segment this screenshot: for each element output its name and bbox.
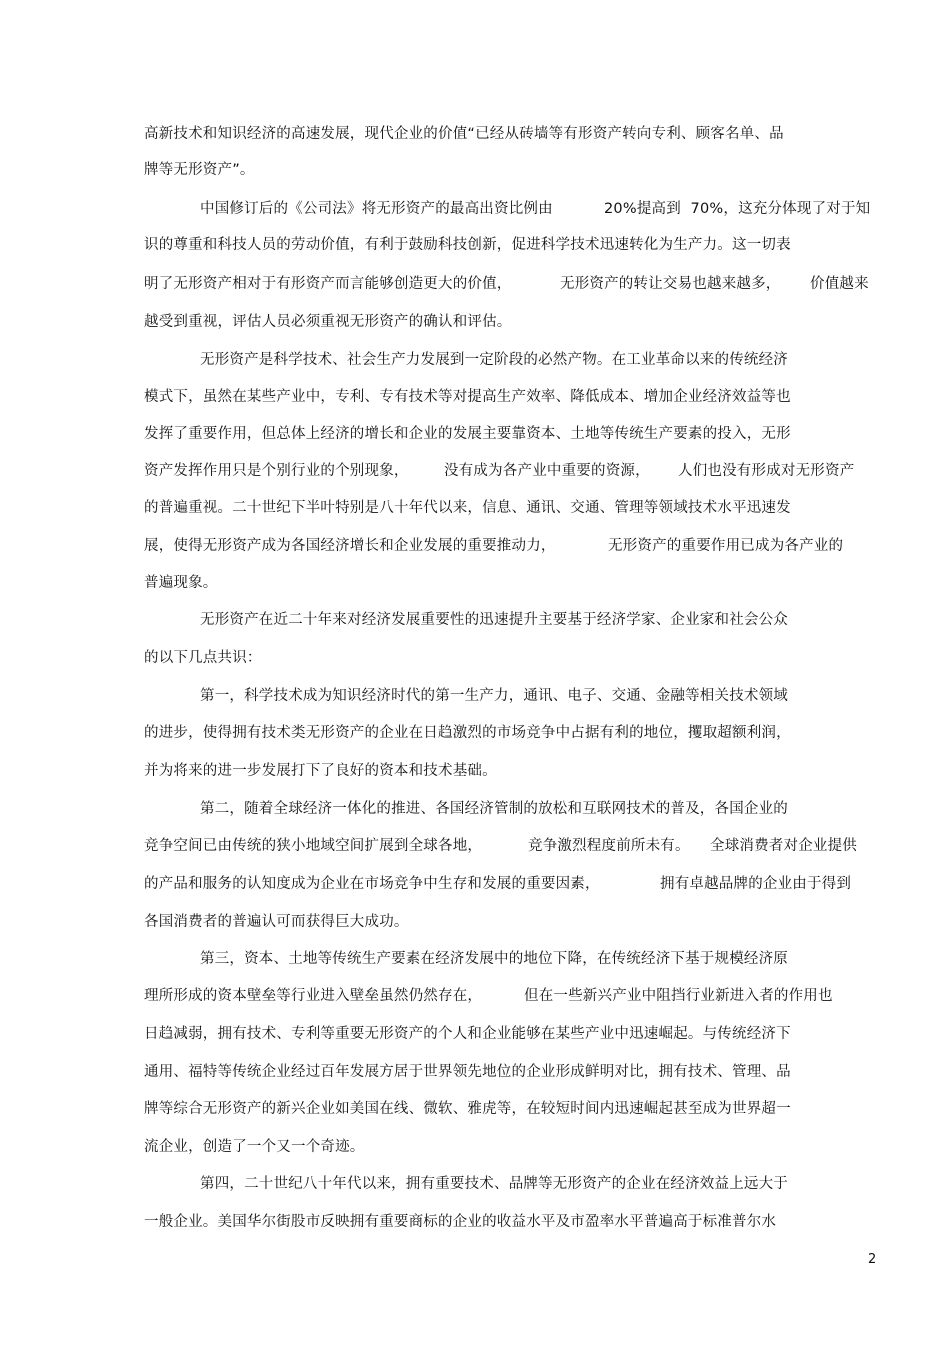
text-line: 发挥了重要作用，但总体上经济的增长和企业的发展主要靠资本、土地等传统生产要素的投入，无形 xyxy=(144,426,791,442)
text-line: 日趋减弱，拥有技术、专利等重要无形资产的个人和企业能够在某些产业中迅速崛起。与传统经济下 xyxy=(144,1026,791,1042)
text-line: 无形资产在近二十年来对经济发展重要性的迅速提升主要基于经济学家、企业家和社会公众 xyxy=(200,612,788,628)
text-line: 竞争空间已由传统的狭小地域空间扩展到全球各地， xyxy=(144,838,483,854)
text-line: 但在一些新兴产业中阻挡行业新进入者的作用也 xyxy=(524,988,833,1004)
text-line: 第二，随着全球经济一体化的推进、各国经济管制的放松和互联网技术的普及，各国企业的 xyxy=(200,801,788,817)
text-line: 中国修订后的《公司法》将无形资产的最高出资比例由 xyxy=(200,201,553,217)
text-line: 无形资产的重要作用已成为各产业的 xyxy=(608,538,844,554)
text-line: 牌等无形资产”。 xyxy=(144,162,255,178)
text-line: 高新技术和知识经济的高速发展，现代企业的价值“已经从砖墙等有形资产转向专利、顾客名单、品 xyxy=(144,126,784,142)
text-line: 各国消费者的普遍认可而获得巨大成功。 xyxy=(144,914,409,930)
text-line: 的普遍重视。二十世纪下半叶特别是八十年代以来，信息、通讯、交通、管理等领域技术水平迅速发 xyxy=(144,500,791,516)
text-line: 通用、福特等传统企业经过百年发展方居于世界领先地位的企业形成鲜明对比，拥有技术、管理、品 xyxy=(144,1064,791,1080)
text-line: 第一，科学技术成为知识经济时代的第一生产力，通讯、电子、交通、金融等相关技术领域 xyxy=(200,688,788,704)
text-line: 展，使得无形资产成为各国经济增长和企业发展的重要推动力， xyxy=(144,538,556,554)
text-line: 并为将来的进一步发展打下了良好的资本和技术基础。 xyxy=(144,763,497,779)
text-line: 的产品和服务的认知度成为企业在市场竞争中生存和发展的重要因素， xyxy=(144,876,600,892)
text-line: 牌等综合无形资产的新兴企业如美国在线、微软、雅虎等，在较短时间内迅速崛起甚至成为世界超一 xyxy=(144,1101,791,1117)
text-line: 明了无形资产相对于有形资产而言能够创造更大的价值， xyxy=(144,276,512,292)
text-line: 拥有卓越品牌的企业由于得到 xyxy=(660,876,852,892)
text-line: 模式下，虽然在某些产业中，专利、专有技术等对提高生产效率、降低成本、增加企业经济效益等也 xyxy=(144,389,791,405)
text-line: 资产发挥作用只是个别行业的个别现象， xyxy=(144,463,409,479)
text-line: 人们也没有形成对无形资产 xyxy=(678,463,855,479)
text-line: 没有成为各产业中重要的资源， xyxy=(444,463,650,479)
text-line: 全球消费者对企业提供 xyxy=(710,838,857,854)
text-line: 的进步，使得拥有技术类无形资产的企业在日趋激烈的市场竞争中占据有利的地位，攫取超额利润， xyxy=(144,725,791,741)
text-line: 第三，资本、土地等传统生产要素在经济发展中的地位下降，在传统经济下基于规模经济原 xyxy=(200,951,788,967)
text-line: 的以下几点共识： xyxy=(144,650,262,666)
text-line: 流企业，创造了一个又一个奇迹。 xyxy=(144,1139,365,1155)
text-line: 越受到重视，评估人员必须重视无形资产的确认和评估。 xyxy=(144,314,512,330)
page-number: 2 xyxy=(868,1252,877,1267)
text-line: 20%提高到 70%，这充分体现了对于知 xyxy=(604,201,871,217)
text-line: 价值越来 xyxy=(810,276,869,292)
text-line: 无形资产的转让交易也越来越多， xyxy=(560,276,781,292)
text-line: 竞争激烈程度前所未有。 xyxy=(528,838,690,854)
text-line: 识的尊重和科技人员的劳动价值，有利于鼓励科技创新，促进科学技术迅速转化为生产力。这一切表 xyxy=(144,237,791,253)
text-line: 一般企业。美国华尔街股市反映拥有重要商标的企业的收益水平及市盈率水平普遍高于标准普尔水 xyxy=(144,1214,777,1230)
text-line: 第四，二十世纪八十年代以来，拥有重要技术、品牌等无形资产的企业在经济效益上远大于 xyxy=(200,1176,788,1192)
text-line: 无形资产是科学技术、社会生产力发展到一定阶段的必然产物。在工业革命以来的传统经济 xyxy=(200,352,788,368)
text-line: 理所形成的资本壁垒等行业进入壁垒虽然仍然存在， xyxy=(144,988,483,1004)
text-line: 普遍现象。 xyxy=(144,575,218,591)
